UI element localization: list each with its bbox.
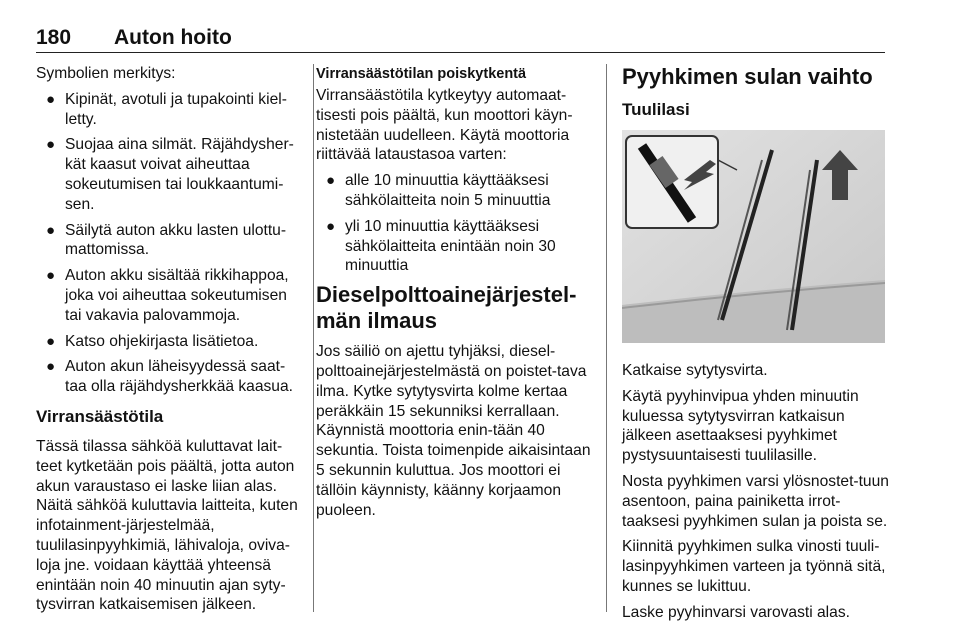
bullet-icon: ● (46, 90, 56, 108)
energy-text: Tässä tilassa sähköä kuluttavat lait-teet kytketään pois päältä, jotta auton akun varaustaso ei laske liian alas. Näitä sähköä kuluttavia laitteita, kuten infotainment-järjestelmää, tuulilasinpyyhkimiä, lähivaloja, oviva-loja jne. voidaan käyttää yhteensä enintään noin 40 minuutin ajan syty-tysvirran katkaisemisen jälkeen. (36, 437, 298, 614)
bullet-icon: ● (46, 221, 56, 239)
column-3 (622, 64, 890, 629)
bullet-icon: ● (326, 172, 336, 190)
energy-heading: Virransäästötila (36, 406, 164, 426)
disable-text: Virransäästötila kytkeytyy automaat-tisesti pois päältä, kun moottori käyn-nistetään uudelleen. Käytä moottoria riittävää lataustasoa varten: (316, 87, 573, 164)
bullet-icon: ● (46, 136, 56, 154)
subheading: Tuulilasi (622, 100, 690, 119)
list-item: ● Auton akku sisältää rikkihappoa, joka voi aiheuttaa sokeutumisen tai vakavia palovammoja. (46, 267, 289, 324)
bullet-icon: ● (46, 267, 56, 285)
list-item: ● Auton akun läheisyydessä saat-taa olla räjähdysherkkää kaasua. (46, 358, 293, 396)
column-1 (36, 64, 301, 621)
list-item: ● Säilytä auton akku lasten ulottu-mattomissa. (46, 221, 287, 259)
disable-list (316, 171, 594, 276)
diesel-heading: Dieselpolttoainejärjestel-män ilmaus (316, 282, 577, 334)
column-2 (316, 64, 594, 526)
list-item: ● yli 10 minuuttia käyttääksesi sähkölaitteita enintään noin 30 minuuttia (326, 217, 556, 275)
column-divider-2 (606, 64, 607, 612)
page-number: 180 (36, 26, 72, 49)
wiper-illustration-svg (622, 130, 885, 343)
list-item: ● alle 10 minuuttia käyttääksesi sähkölaitteita noin 5 minuuttia (326, 172, 551, 209)
wiper-illustration (622, 130, 885, 343)
symbols-list (36, 90, 301, 397)
step-5: Laske pyyhinvarsi varovasti alas. (622, 603, 850, 621)
page-title: Auton hoito (114, 26, 232, 49)
step-1: Katkaise sytytysvirta. (622, 362, 768, 379)
list-item: ● Kipinät, avotuli ja tupakointi kiel-letty. (46, 90, 287, 128)
bullet-icon: ● (46, 332, 56, 350)
step-4: Kiinnitä pyyhkimen sulka vinosti tuuli-lasinpyyhkimen varteen ja työnnä sitä, kunnes se lukittuu. (622, 538, 886, 595)
symbols-label: Symbolien merkitys: (36, 65, 176, 82)
list-item: ● Suojaa aina silmät. Räjähdysher-kät kaasut voivat aiheuttaa sokeutumisen tai loukkaantumi-sen. (46, 136, 294, 213)
step-2: Käytä pyyhinvipua yhden minuutin kuluessa sytytysvirran katkaisun jälkeen asettaaksesi pyyhkimet pystysuuntaisesti tuulilasille. (622, 387, 859, 465)
step-3: Nosta pyyhkimen varsi ylösnostet-tuun asentoon, paina painiketta irrot-taaksesi pyyhkimen sulan ja poista se. (622, 472, 889, 530)
diesel-text: Jos säiliö on ajettu tyhjäksi, diesel-polttoainejärjestelmästä on poistet-tava ilma. Kytke sytytysvirta kolme kertaa peräkkäin 15 sekunniksi kerrallaan. Käynnistä moottoria enin-tään 40 sekuntia. Toista toimenpide aikaisintaan 5 sekunnin kuluttua. Jos moottori ei tällöin käynnisty, käänny korjaamon puoleen. (316, 343, 591, 519)
list-item: ● Katso ohjekirjasta lisätietoa. (46, 332, 259, 350)
section-title: Pyyhkimen sulan vaihto (622, 64, 873, 89)
bullet-icon: ● (326, 217, 336, 235)
column-divider-1 (313, 64, 314, 612)
bullet-icon: ● (46, 358, 56, 376)
header-rule (36, 52, 885, 53)
disable-heading: Virransäästötilan poiskytkentä (316, 66, 527, 82)
page-header (36, 26, 885, 52)
